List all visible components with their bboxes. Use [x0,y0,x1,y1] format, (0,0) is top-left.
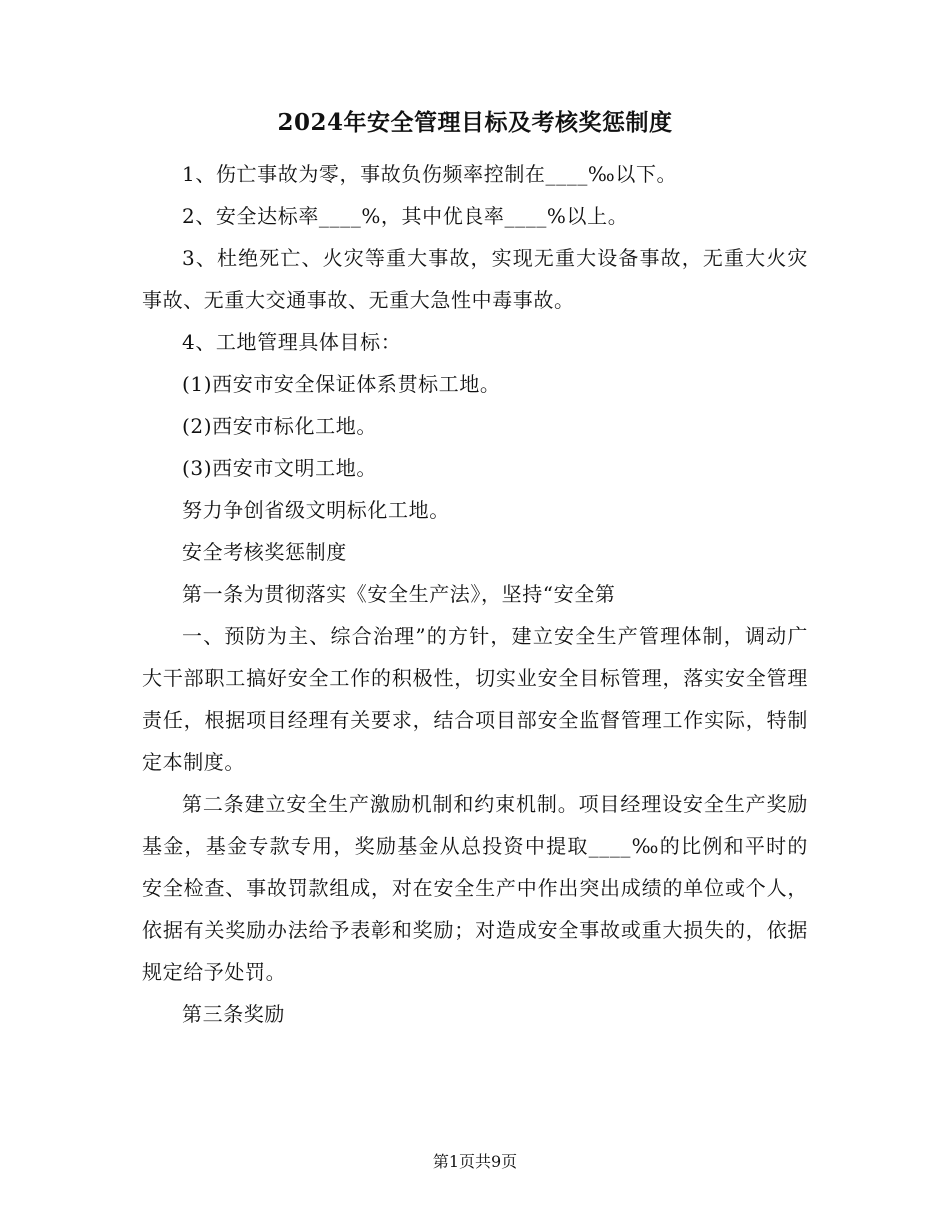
article-3-heading: 第三条奖励 [182,1002,285,1026]
paragraph-goal-2: 2、安全达标率____%，其中优良率____%以上。 [182,204,629,228]
paragraph-strive: 努力争创省级文明标化工地。 [182,498,450,522]
article-2: 第二条建立安全生产激励机制和约束机制。项目经理设安全生产奖励基金，基金专款专用，奖励基金从总投资中提取____‰的比例和平时的安全检查、事故罚款组成，对在安全生产中作出突出成绩的单位或个人，依据有关奖励办法给予表彰和奖励；对造成安全事故或重大损失的，依据规定给予处罚。 [142,792,808,984]
list-item-site-2: (2)西安市标化工地。 [182,414,377,438]
list-item-site-1: (1)西安市安全保证体系贯标工地。 [182,372,501,396]
document-title: 2024年安全管理目标及考核奖惩制度 [277,109,673,136]
list-item-site-3: (3)西安市文明工地。 [182,456,377,480]
document-body [142,104,808,1035]
paragraph-goal-1: 1、伤亡事故为零，事故负伤频率控制在____‰以下。 [182,162,678,186]
paragraph-goal-4: 4、工地管理具体目标： [182,330,402,354]
article-1-intro: 第一条为贯彻落实《安全生产法》，坚持“安全第 [182,582,616,606]
paragraph-goal-3: 3、杜绝死亡、火灾等重大事故，实现无重大设备事故，无重大火灾事故、无重大交通事故、无重大急性中毒事故。 [142,246,808,312]
article-1-body: 一、预防为主、综合治理”的方针，建立安全生产管理体制，调动广大干部职工搞好安全工作的积极性，切实业安全目标管理，落实安全管理责任，根据项目经理有关要求，结合项目部安全监督管理工作实际，特制定本制度。 [142,624,808,774]
page-number: 第1页共9页 [432,1152,518,1171]
section-heading: 安全考核奖惩制度 [182,540,347,564]
